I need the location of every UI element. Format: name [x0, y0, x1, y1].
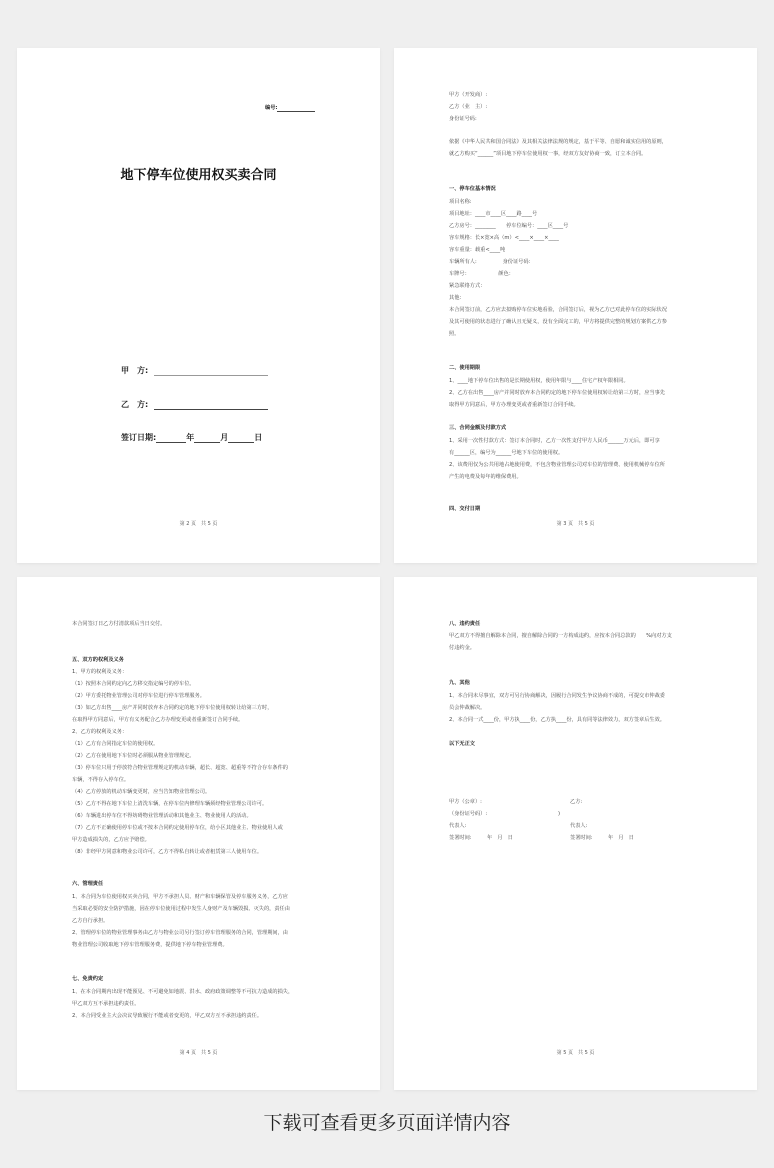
text-line: 2、本合同一式____份，甲方执____份，乙方执____份，具有同等法律效力，双方签章后生效。: [449, 717, 665, 723]
contract-page-2: [394, 48, 757, 563]
party-a-blank: [154, 375, 268, 376]
day-blank: [228, 442, 254, 443]
text-line: 车辆，不得存入停车位。: [72, 777, 130, 783]
text-line: 在取得甲方同意后，甲方有义务配合乙方办理变更或者重新签订合同手续。: [72, 717, 244, 723]
section-heading: 六、管理责任: [72, 881, 104, 887]
text-line: 紧急联络方式：: [449, 283, 486, 289]
number-blank: [277, 111, 315, 112]
text-line: 员会仲裁解决。: [449, 705, 486, 711]
text-line: 车辆所有人: 身份证号码：: [449, 259, 534, 265]
number-label: 编号:: [265, 105, 278, 111]
party-a-id: （身份证号码）:: [449, 811, 488, 817]
year-blank: [156, 442, 186, 443]
text-line: 1、在本合同期内出现不能预见、不可避免如地震、洪水、政府政策调整等不可抗力造成的损失，: [72, 989, 294, 995]
sign-date-row: [121, 432, 262, 443]
section-heading: 一、停车位基本情况: [449, 186, 496, 192]
text-line: （3）如乙方出售____房产并同时放弃本合同约定的地下停车位使用权转让给第三方时，: [72, 705, 273, 711]
page-footer: 第 3 页 共 5 页: [556, 521, 595, 527]
text-line: 项目地址：____市____区____路____号: [449, 211, 538, 217]
section-heading: 八、违约责任: [449, 621, 481, 627]
contract-page-cover: [17, 48, 380, 563]
text-line: 1、甲方的权利及义务：: [72, 669, 128, 675]
party-b-label: 乙方:: [570, 799, 583, 805]
text-line: 2、本合同受业主大会决议导致履行不能或者变更的，甲乙双方互不承担违约责任。: [72, 1013, 263, 1019]
text-line: 其他：: [449, 295, 465, 301]
section-heading: 三、合同金额及付款方式: [449, 425, 507, 431]
text-line: （8）非经甲方同意和物业公司许可，乙方不得私自转让或者租赁第三人使用车位。: [72, 849, 263, 855]
text-line: 当采取必要的安全防护措施，因在停车位使用过程中发生人身财产及车辆毁损、灭失的，责任由: [72, 906, 290, 912]
text-line: 1、本合同为车位使用权买卖合同，甲方不承担人员、财产和车辆保管及停车服务义务，乙方应: [72, 894, 288, 900]
text-line: 2、该费用仅为公共用地占地使用费，不包含物业管理公司对车位的管理费、使用机械停车位所: [449, 462, 665, 468]
month-label: 月: [220, 433, 229, 442]
text-line: （4）乙方停放的机动车辆变更时，应当告知物业管理公司。: [72, 789, 211, 795]
section-heading: 以下无正文: [449, 741, 475, 747]
section-heading: 九、其他: [449, 680, 470, 686]
month-blank: [194, 442, 220, 443]
party-a-seal: 甲方（公章）:: [449, 799, 482, 805]
page-footer: 第 5 页 共 5 页: [556, 1050, 595, 1056]
text-line: 照。: [449, 331, 460, 337]
text-line: 本合同签订日乙方付清款项后当日交付。: [72, 621, 166, 627]
page-footer: 第 4 页 共 5 页: [179, 1050, 218, 1056]
text-line: 乙方房号：________ 停车位编号：____区____号: [449, 223, 569, 229]
contract-page-4: [17, 577, 380, 1090]
party-b-row: [121, 399, 268, 410]
text-line: 甲乙双方不得擅自解除本合同，擅自解除合同的一方构成违约，应按本合同总款的 %向对方支: [449, 633, 672, 639]
contract-page-5: [394, 577, 757, 1090]
section-heading: 四、交付日期: [449, 506, 481, 512]
text-line: 2、管理停车位的物业管理事务由乙方与物业公司另行签订停车管理服务的合同，管理期间，由: [72, 930, 288, 936]
text-line: （3）停车位只用于停放符合物业管理规定的机动车辆，超长、超宽、超重等不符合存车条件的: [72, 765, 288, 771]
sign-date-label: 签订日期:: [121, 433, 157, 442]
download-caption: 下载可查看更多页面详情内容: [263, 1112, 511, 1134]
text-line: 本合同签订前，乙方应去拟购停车位实地看验，合同签订后，视为乙方已对此停车位的实际状况: [449, 307, 667, 313]
text-line: 容车规格：长×宽×高（m）<____×____×____: [449, 235, 559, 241]
section-heading: 五、双方的权利及义务: [72, 657, 124, 663]
text-line: （2）甲方委托物业管理公司对停车位进行停车管理服务。: [72, 693, 205, 699]
section-heading: 二、使用期限: [449, 365, 481, 371]
text-line: 物业管理公司收取地下停车管理服务费，提供地下停车物业管理费。: [72, 942, 228, 948]
id-close-paren: ): [558, 811, 561, 817]
page-footer: 第 2 页 共 5 页: [179, 521, 218, 527]
text-line: 付违约金。: [449, 645, 475, 651]
party-a-label: 甲 方:: [121, 366, 149, 375]
text-line: 1、本合同未尽事宜，双方可另行协商解决，因履行合同发生争议协商不成的，可提交市仲裁委: [449, 693, 665, 699]
text-line: 1、____地下停车位出售的是长期使用权，使用年限与____住宅产权年限相同。: [449, 378, 629, 384]
text-line: 有______区，编号为______号地下车位的使用权。: [449, 450, 564, 456]
party-b-rep: 代表人:: [570, 823, 588, 829]
text-line: 1、采用一次性付款方式：签订本合同时，乙方一次性支付甲方人民币______万元后，即可享: [449, 438, 660, 444]
text-line: 依据《中华人民共和国合同法》及其相关法律法规的规定，基于平等、自愿和诚实信用的原则，: [449, 139, 667, 145]
text-line: 甲方造成损失的，乙方应予赔偿。: [72, 837, 150, 843]
party-a-rep: 代表人:: [449, 823, 467, 829]
text-line: 乙方（业 主）:: [449, 104, 488, 110]
contract-title: 地下停车位使用权买卖合同: [120, 168, 277, 183]
text-line: 甲方（开发商）:: [449, 92, 488, 98]
text-line: （1）按照本合同约定向乙方移交指定编号的停车位。: [72, 681, 195, 687]
year-label: 年: [186, 433, 195, 442]
text-line: （2）乙方在使用地下车位时必须服从物业管理规定。: [72, 753, 195, 759]
text-line: （7）乙方不正确使用停车位或不按本合同约定使用停车位，给小区其他业主、物业使用人或: [72, 825, 283, 831]
text-line: 车牌号： 颜色：: [449, 271, 514, 277]
text-line: （6）车辆进出停车位不得妨碍物业管理活动和其他业主、物业使用人的活动。: [72, 813, 252, 819]
party-b-date: 签署时间: 年 月 日: [570, 835, 634, 841]
section-heading: 七、免责约定: [72, 976, 104, 982]
text-line: 项目名称:: [449, 199, 472, 205]
text-line: （1）乙方有合同指定车位的使用权。: [72, 741, 159, 747]
text-line: 2、乙方的权利及义务：: [72, 729, 128, 735]
text-line: （5）乙方不得在地下车位上清洗车辆，在停车位内修理车辆须经物业管理公司许可。: [72, 801, 268, 807]
party-b-blank: [154, 409, 268, 410]
text-line: 2、乙方在出售____房产并同时放弃本合同约定的地下停车位使用权转让给第三方时，应当事先: [449, 390, 665, 396]
party-a-row: [121, 365, 268, 376]
text-line: 就乙方购买“______”项目地下停车位使用权一事，经双方友好协商一致，订立本合同。: [449, 151, 647, 157]
text-line: 乙方自行承担。: [72, 918, 109, 924]
text-line: 取得甲方同意后，甲方办理变更或者重新签订合同手续。: [449, 402, 579, 408]
contract-number: [265, 105, 315, 112]
text-line: 容车重量：载重<____吨: [449, 247, 506, 253]
day-label: 日: [254, 433, 263, 442]
text-line: 甲乙双方互不承担违约责任。: [72, 1001, 140, 1007]
party-a-date: 签署时间: 年 月 日: [449, 835, 513, 841]
text-line: 身份证号码:: [449, 116, 477, 122]
party-b-label: 乙 方:: [121, 400, 149, 409]
text-line: 产生的电费及每年的维保费用。: [449, 474, 522, 480]
text-line: 及其可使用的状态进行了确认且无疑义，没有全面完工的，甲方将提供完整的规划方案供乙方参: [449, 319, 667, 325]
